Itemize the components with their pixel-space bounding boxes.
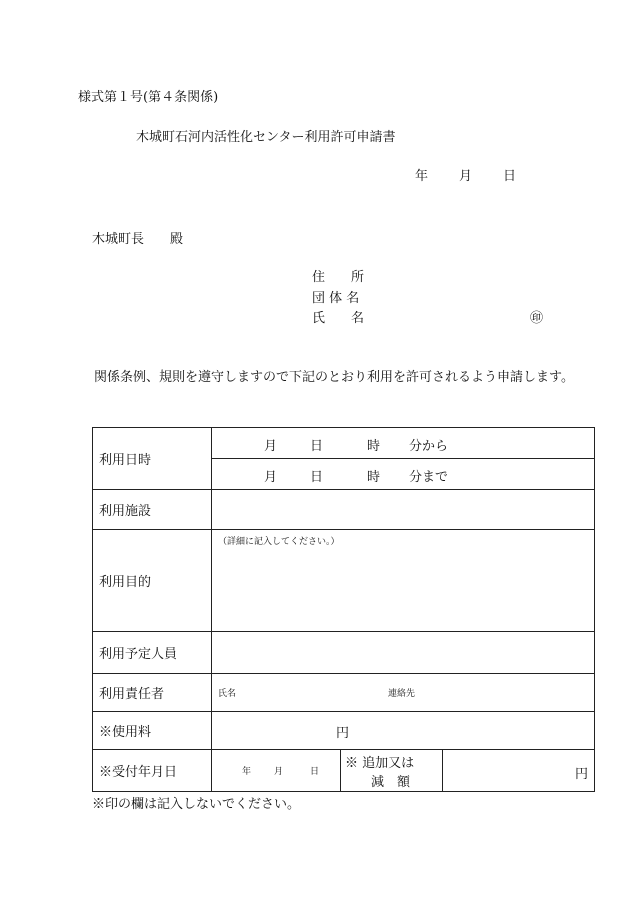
to-minute-label: 分まで	[409, 470, 449, 485]
to-month-label: 月	[264, 470, 278, 485]
seal-mark: ㊞	[530, 311, 544, 326]
addressee-honorific: 殿	[170, 232, 184, 247]
adjustment-label-cell	[341, 750, 443, 792]
expected-people-label: 利用予定人員	[93, 632, 212, 674]
date-month-label: 月	[459, 169, 473, 184]
adjustment-amount-field	[443, 750, 595, 792]
addressee	[92, 228, 183, 247]
adjustment-label-line1: ※ 追加又は	[345, 756, 415, 771]
expected-people-row	[93, 632, 595, 674]
applicant-group-label: 団 体 名	[312, 291, 360, 306]
reception-year-label: 年	[242, 767, 252, 777]
usage-from-field[interactable]	[212, 428, 595, 459]
purpose-note: （詳細に記入してください。）	[218, 537, 340, 547]
usage-to-field[interactable]	[212, 459, 595, 490]
footnote: ※印の欄は記入しないでください。	[92, 797, 301, 812]
purpose-label: 利用目的	[93, 530, 212, 632]
fee-row	[93, 712, 595, 750]
responsible-field[interactable]	[212, 674, 595, 712]
adjustment-unit: 円	[575, 767, 589, 782]
reception-day-label: 日	[310, 767, 320, 777]
adjustment-label-line2: 減 額	[371, 775, 411, 790]
facility-field[interactable]	[212, 490, 595, 530]
responsible-name-label: 氏名	[218, 689, 237, 699]
reception-row	[93, 750, 595, 792]
request-text: 関係条例、規則を遵守しますので下記のとおり利用を許可されるよう申請します。	[94, 370, 574, 385]
applicant-name-row	[312, 307, 372, 326]
reception-label: ※受付年月日	[93, 750, 212, 792]
responsible-contact-label: 連絡先	[388, 689, 416, 699]
addressee-name: 木城町長	[92, 232, 145, 247]
fee-label: ※使用料	[93, 712, 212, 750]
to-day-label: 日	[310, 470, 324, 485]
responsible-row	[93, 674, 595, 712]
usage-datetime-label: 利用日時	[93, 428, 212, 490]
purpose-field[interactable]	[212, 530, 595, 632]
purpose-row	[93, 530, 595, 632]
from-month-label: 月	[264, 439, 278, 454]
applicant-name-label: 氏 名	[312, 311, 365, 326]
from-day-label: 日	[310, 439, 324, 454]
reception-date-field	[212, 750, 341, 792]
application-table	[92, 427, 595, 792]
form-title: 木城町石河内活性化センター利用許可申請書	[136, 130, 396, 145]
fee-unit: 円	[336, 726, 350, 741]
facility-row	[93, 490, 595, 530]
form-number: 様式第１号(第４条関係)	[78, 90, 219, 105]
usage-datetime-row	[93, 428, 595, 459]
applicant-address-label: 住 所	[312, 270, 365, 285]
applicant-group-row	[312, 287, 372, 306]
from-minute-label: 分から	[409, 439, 449, 454]
applicant-address-row	[312, 266, 372, 285]
fee-field	[212, 712, 595, 750]
expected-people-field[interactable]	[212, 632, 595, 674]
responsible-label: 利用責任者	[93, 674, 212, 712]
facility-label: 利用施設	[93, 490, 212, 530]
from-hour-label: 時	[367, 439, 381, 454]
date-year-label: 年	[415, 169, 429, 184]
reception-month-label: 月	[274, 767, 284, 777]
to-hour-label: 時	[367, 470, 381, 485]
date-day-label: 日	[503, 169, 517, 184]
